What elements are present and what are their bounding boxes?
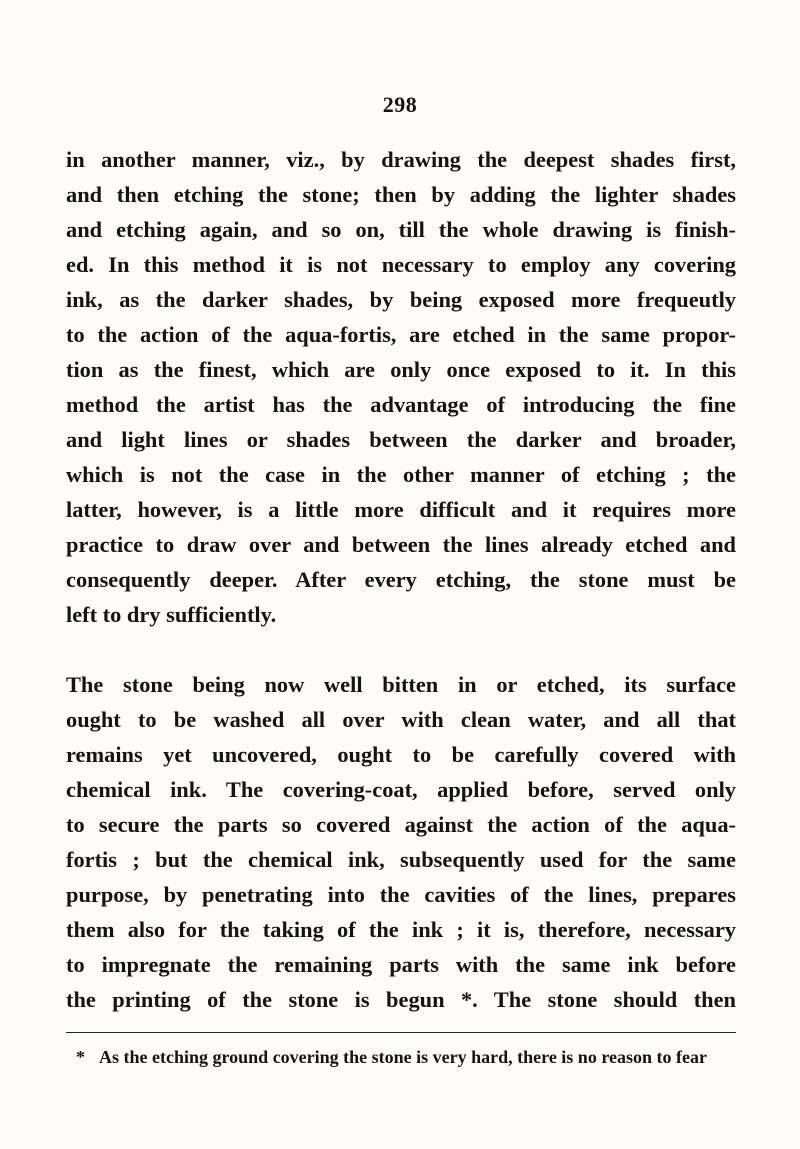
paragraph-2 — [66, 667, 736, 1017]
text-line: and light lines or shades between the darker and broader, — [66, 427, 736, 452]
text-line: the printing of the stone is begun *. The stone should then — [66, 987, 736, 1012]
text-line: The stone being now well bitten in or etched, its surface — [66, 672, 736, 697]
text-line: and then etching the stone; then by adding the lighter shades — [66, 182, 736, 207]
text-line: to the action of the aqua-fortis, are etched in the same propor- — [66, 322, 736, 347]
text-line: practice to draw over and between the lines already etched and — [66, 532, 736, 557]
text-line: method the artist has the advantage of introducing the fine — [66, 392, 736, 417]
footnote-mark: * — [76, 1047, 85, 1067]
footnote — [66, 1044, 736, 1070]
text-line: purpose, by penetrating into the cavities of the lines, prepares — [66, 882, 736, 907]
text-line: left to dry sufficiently. — [66, 602, 277, 627]
text-line: in another manner, viz., by drawing the deepest shades first, — [66, 147, 736, 172]
footnote-text: As the etching ground covering the stone is very hard, there is no reason to fear — [99, 1047, 707, 1067]
text-line: ought to be washed all over with clean water, and all that — [66, 707, 736, 732]
page-number: 298 — [382, 92, 418, 117]
text-line: ed. In this method it is not necessary to employ any covering — [66, 252, 736, 277]
footnote-divider — [66, 1032, 736, 1033]
body-text — [66, 142, 736, 1017]
text-line: latter, however, is a little more difficult and it requires more — [66, 497, 736, 522]
paragraph-1 — [66, 142, 736, 632]
text-line: fortis ; but the chemical ink, subsequently used for the same — [66, 847, 736, 872]
text-line: them also for the taking of the ink ; it is, therefore, necessary — [66, 917, 736, 942]
paragraph-spacer — [66, 632, 736, 667]
text-line: ink, as the darker shades, by being exposed more frequeutly — [66, 287, 736, 312]
text-line: to impregnate the remaining parts with the same ink before — [66, 952, 736, 977]
text-line: and etching again, and so on, till the whole drawing is finish- — [66, 217, 736, 242]
text-line: consequently deeper. After every etching, the stone must be — [66, 567, 736, 592]
text-line: which is not the case in the other manner of etching ; the — [66, 462, 736, 487]
text-line: to secure the parts so covered against the action of the aqua- — [66, 812, 736, 837]
text-line: chemical ink. The covering-coat, applied before, served only — [66, 777, 736, 802]
text-line: tion as the finest, which are only once exposed to it. In this — [66, 357, 736, 382]
text-line: remains yet uncovered, ought to be carefully covered with — [66, 742, 736, 767]
